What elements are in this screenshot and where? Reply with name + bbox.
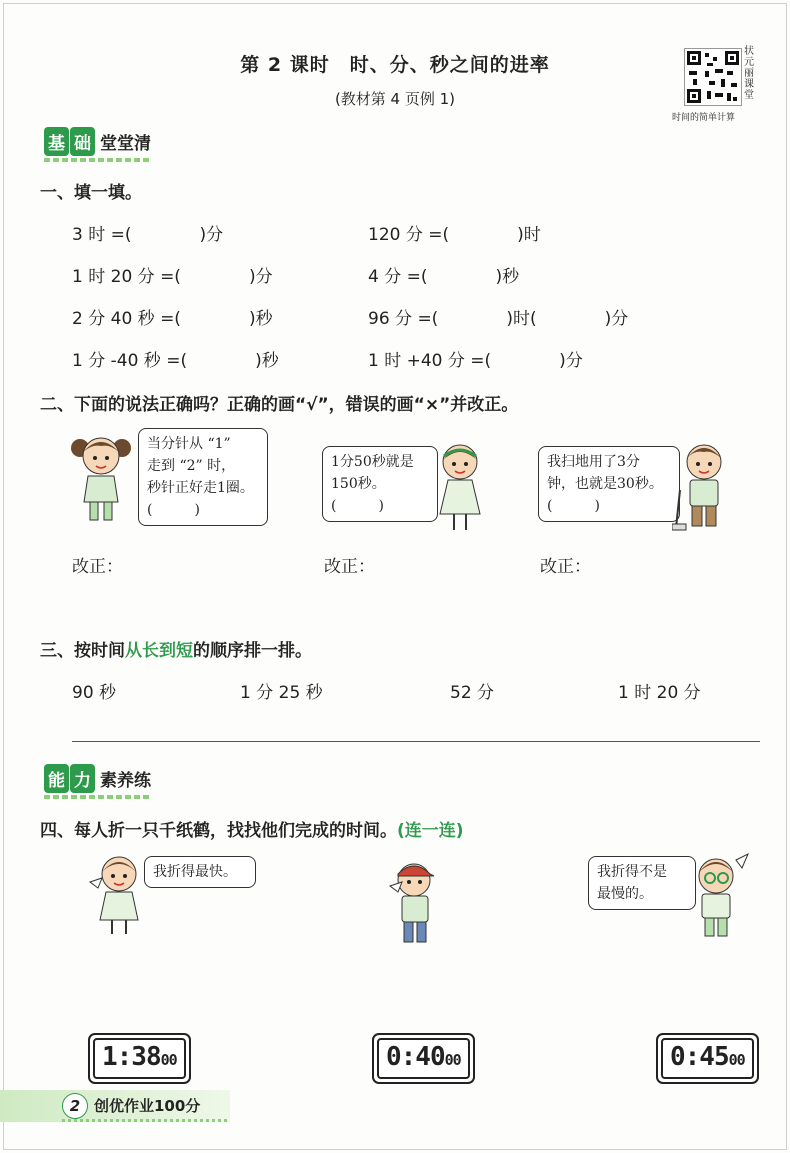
badge2-underline [44, 795, 151, 799]
q1-item-7[interactable]: 1 分 -40 秒 =( )秒 [72, 351, 279, 371]
bubble-3-line-2: 钟，也就是30秒。 [547, 476, 663, 492]
qr-code-graphic [685, 49, 741, 105]
speech-bubble-fastest [144, 856, 256, 888]
digital-clock-2-display [377, 1038, 470, 1079]
q3-item-1: 90 秒 [72, 683, 117, 703]
q1-item-2[interactable]: 120 分 =( )时 [368, 225, 541, 245]
q1-item-8[interactable]: 1 时 +40 分 =( )分 [368, 351, 583, 371]
speech-bubble-2 [322, 446, 438, 522]
bubble-1-answer[interactable]: ( ) [147, 502, 200, 518]
bubble-not-slowest-line-2: 最慢的。 [597, 886, 653, 902]
q3-heading-pre: 三、按时间 [40, 641, 125, 661]
bubble-1-line-1: 当分针从 “1” [147, 436, 231, 452]
q1-item-5[interactable]: 2 分 40 秒 =( )秒 [72, 309, 273, 329]
bubble-1-line-3: 秒针正好走1圈。 [147, 480, 254, 496]
boy-sweeping-illustration [672, 440, 734, 532]
badge2-char-2: 力 [70, 764, 95, 793]
qr-side-label: 状元丽课堂 [744, 46, 754, 101]
girl-headband-illustration [432, 440, 488, 532]
q1-item-6[interactable]: 96 分 =( )时( )分 [368, 309, 629, 329]
digital-clock-1[interactable] [88, 1033, 191, 1084]
q1-heading: 一、填一填。 [40, 183, 142, 203]
qr-caption: 时间的简单计算 [672, 113, 736, 123]
bubble-3-answer[interactable]: ( ) [547, 498, 600, 514]
section-ability-badge [44, 764, 151, 799]
qr-code[interactable] [684, 48, 742, 106]
clock-2-main: 0:40 [386, 1042, 445, 1072]
badge2-char-1: 能 [44, 764, 69, 793]
bubble-1-line-2: 走到 “2” 时， [147, 458, 236, 474]
clock-3-seconds: 00 [728, 1051, 745, 1069]
lesson-subtitle: (教材第 4 页例 1) [334, 90, 456, 108]
bubble-fastest-line-1: 我折得最快。 [153, 864, 237, 880]
lesson-title: 第 2 课时 时、分、秒之间的进率 [240, 54, 550, 76]
speech-bubble-3 [538, 446, 680, 522]
q2-heading: 二、下面的说法正确吗？正确的画“√”，错误的画“×”并改正。 [40, 395, 519, 415]
q4-heading-pre: 四、每人折一只千纸鹤，找找他们完成的时间。 [40, 821, 397, 841]
bubble-not-slowest-line-1: 我折得不是 [597, 864, 667, 880]
clock-3-main: 0:45 [670, 1042, 729, 1072]
bubble-3-line-1: 我扫地用了3分 [547, 454, 640, 470]
bubble-2-line-1: 1分50秒就是 [331, 454, 414, 470]
footer-brand: 创优作业100分 [94, 1097, 201, 1115]
boy-cap-crane-illustration [384, 856, 440, 946]
q4-heading-hint: (连一连) [397, 821, 464, 841]
digital-clock-3-display [661, 1038, 754, 1079]
speech-bubble-1 [138, 428, 268, 526]
section-divider [72, 741, 760, 742]
q3-item-3: 52 分 [450, 683, 495, 703]
correction-label-3: 改正： [540, 557, 591, 577]
bubble-2-line-2: 150秒。 [331, 476, 386, 492]
clock-1-main: 1:38 [102, 1042, 161, 1072]
correction-label-1: 改正： [72, 557, 123, 577]
digital-clock-2[interactable] [372, 1033, 475, 1084]
q1-item-4[interactable]: 4 分 =( )秒 [368, 267, 520, 287]
q3-item-2: 1 分 25 秒 [240, 683, 323, 703]
speech-bubble-not-slowest [588, 856, 696, 910]
correction-label-2: 改正： [324, 557, 375, 577]
q1-item-1[interactable]: 3 时 =( )分 [72, 225, 224, 245]
page-number: 2 [62, 1093, 88, 1119]
clock-1-seconds: 00 [160, 1051, 177, 1069]
clock-2-seconds: 00 [444, 1051, 461, 1069]
boy-glasses-crane-illustration [686, 852, 750, 940]
girl-pigtails-illustration [66, 430, 136, 525]
q3-heading [40, 636, 312, 661]
badge-underline [44, 158, 151, 162]
badge-rest: 堂堂清 [100, 134, 151, 154]
q3-heading-post: 的顺序排一排。 [193, 641, 312, 661]
digital-clock-1-display [93, 1038, 186, 1079]
bubble-2-answer[interactable]: ( ) [331, 498, 384, 514]
q3-item-4: 1 时 20 分 [618, 683, 701, 703]
footer-dots [62, 1119, 227, 1122]
q4-heading [40, 816, 464, 841]
badge-char-1: 基 [44, 127, 69, 156]
girl-crane-illustration [88, 852, 150, 936]
badge-char-2: 础 [70, 127, 95, 156]
q3-heading-highlight: 从长到短 [125, 641, 193, 661]
q1-item-3[interactable]: 1 时 20 分 =( )分 [72, 267, 273, 287]
badge2-rest: 素养练 [100, 771, 151, 791]
section-basic-badge [44, 127, 151, 162]
digital-clock-3[interactable] [656, 1033, 759, 1084]
